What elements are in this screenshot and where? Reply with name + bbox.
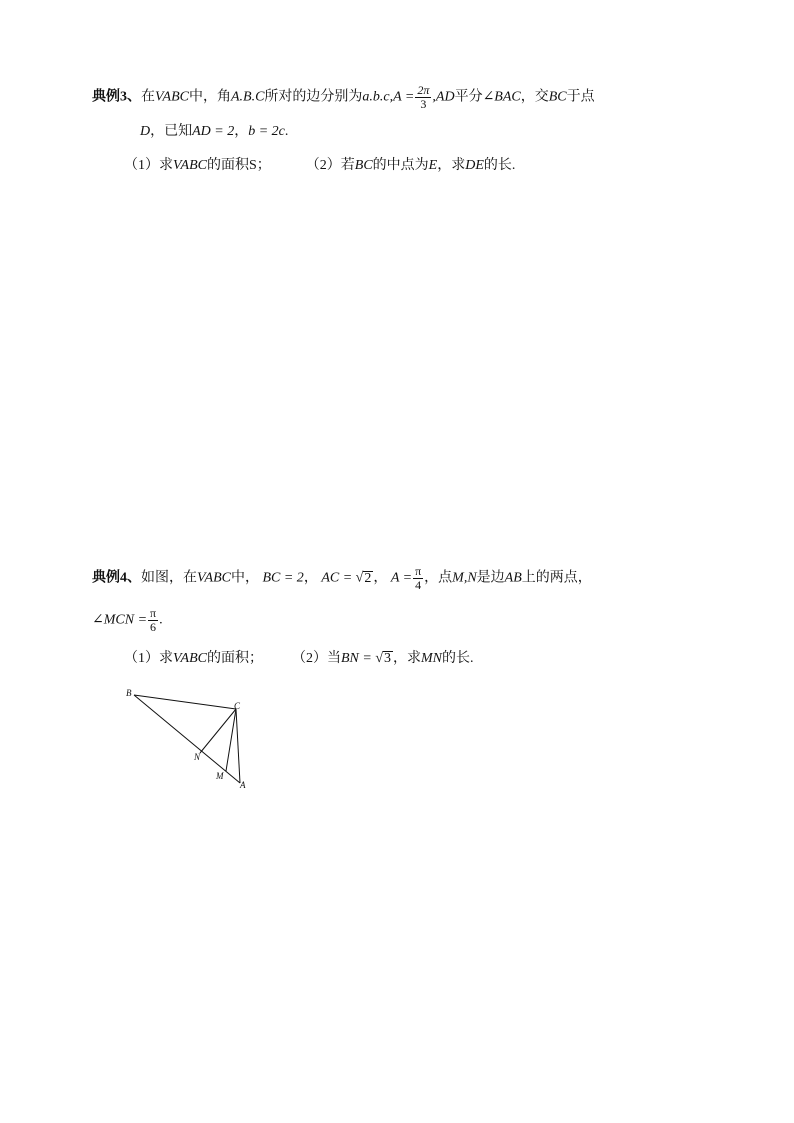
example3-line2 (140, 121, 288, 143)
points-mn: M,N (452, 570, 477, 586)
question-2-label: （2）当 (291, 651, 341, 666)
symbol-s: S (248, 158, 257, 173)
text: ，交 (520, 89, 549, 105)
segment-c-n (200, 709, 236, 753)
text: 的中点为 (372, 158, 429, 173)
angles-math: A.B.C (230, 89, 265, 105)
text: ，求 (437, 158, 466, 173)
condition-ad: AD = 2 (192, 124, 235, 139)
condition-b: b = 2c (248, 124, 285, 139)
angle-bac: ∠BAC (482, 89, 521, 105)
triangle-symbol: VABC (173, 651, 207, 666)
segment-mn: MN (421, 651, 442, 666)
example4-line1 (92, 565, 592, 592)
condition-bc: BC = 2 (262, 570, 304, 586)
text: 所对的边分别为 (264, 89, 363, 105)
question-1-label: （1）求 (124, 651, 173, 666)
triangle-figure (118, 683, 258, 793)
example4-label: 典例4、 (92, 570, 141, 586)
condition-a: A = (390, 570, 413, 586)
fraction (413, 565, 423, 592)
fraction-numerator: π (415, 564, 422, 578)
text: 的面积； (206, 651, 263, 666)
text: 中， (230, 570, 259, 586)
sqrt-symbol: √ (355, 570, 364, 586)
text: 在 (141, 89, 155, 105)
text: ，求 (393, 651, 421, 666)
condition-ac: AC = (321, 570, 353, 586)
segment-b-a (134, 695, 240, 783)
sqrt-radicand: 2 (364, 570, 372, 586)
segment-b-c (134, 695, 236, 709)
label-a: A (240, 780, 246, 790)
label-b: B (126, 688, 132, 698)
fraction (415, 84, 431, 111)
label-n: N (194, 752, 201, 762)
fraction-denominator: 6 (150, 620, 157, 634)
question-1-label: （1）求 (124, 158, 173, 173)
sqrt-radicand: 3 (384, 651, 391, 666)
segment-bc: BC (548, 89, 567, 105)
text: 的长. (442, 651, 474, 666)
condition-bn: BN = (340, 651, 372, 666)
point-d: D (140, 124, 151, 139)
segment-ab: AB (504, 570, 522, 586)
example3-line1 (92, 84, 595, 111)
example3-label: 典例3、 (92, 89, 141, 105)
text: ， (234, 124, 249, 139)
triangle-symbol: VABC (155, 89, 189, 105)
sqrt-symbol: √ (375, 651, 383, 666)
segment-c-m (226, 709, 236, 771)
text: 如图，在 (141, 570, 197, 586)
segment-de: DE (465, 158, 484, 173)
example3-questions (124, 155, 515, 177)
text: 的面积 (206, 158, 249, 173)
fraction-denominator: 4 (415, 578, 422, 592)
text: 中，角 (188, 89, 231, 105)
text: 于点 (566, 89, 595, 105)
text: . (284, 124, 289, 139)
text: ， (303, 570, 318, 586)
fraction-numerator: π (150, 606, 157, 620)
segment-c-a (236, 709, 240, 783)
text: 平分 (454, 89, 483, 105)
text: ， (373, 570, 388, 586)
fraction (148, 607, 158, 634)
fraction-denominator: 3 (420, 97, 427, 111)
example4-line2 (92, 607, 163, 634)
text: ，已知 (150, 124, 193, 139)
question-2-label: （2）若 (305, 158, 355, 173)
text: 的长. (483, 158, 516, 173)
point-e: E (428, 158, 438, 173)
segment-ad: ,AD (432, 89, 455, 105)
text: ； (256, 158, 271, 173)
segment-bc: BC (354, 158, 373, 173)
text: 上的两点， (521, 570, 592, 586)
label-m: M (216, 771, 224, 781)
label-c: C (234, 701, 241, 711)
angle-mcn: ∠MCN = (92, 612, 148, 628)
triangle-symbol: VABC (173, 158, 207, 173)
triangle-symbol: VABC (197, 570, 231, 586)
example4-questions (124, 648, 474, 670)
text: . (159, 612, 163, 628)
fraction-numerator: 2π (417, 83, 430, 97)
text: 是边 (476, 570, 505, 586)
sides-math: a.b.c,A = (362, 89, 415, 105)
text: ，点 (424, 570, 453, 586)
